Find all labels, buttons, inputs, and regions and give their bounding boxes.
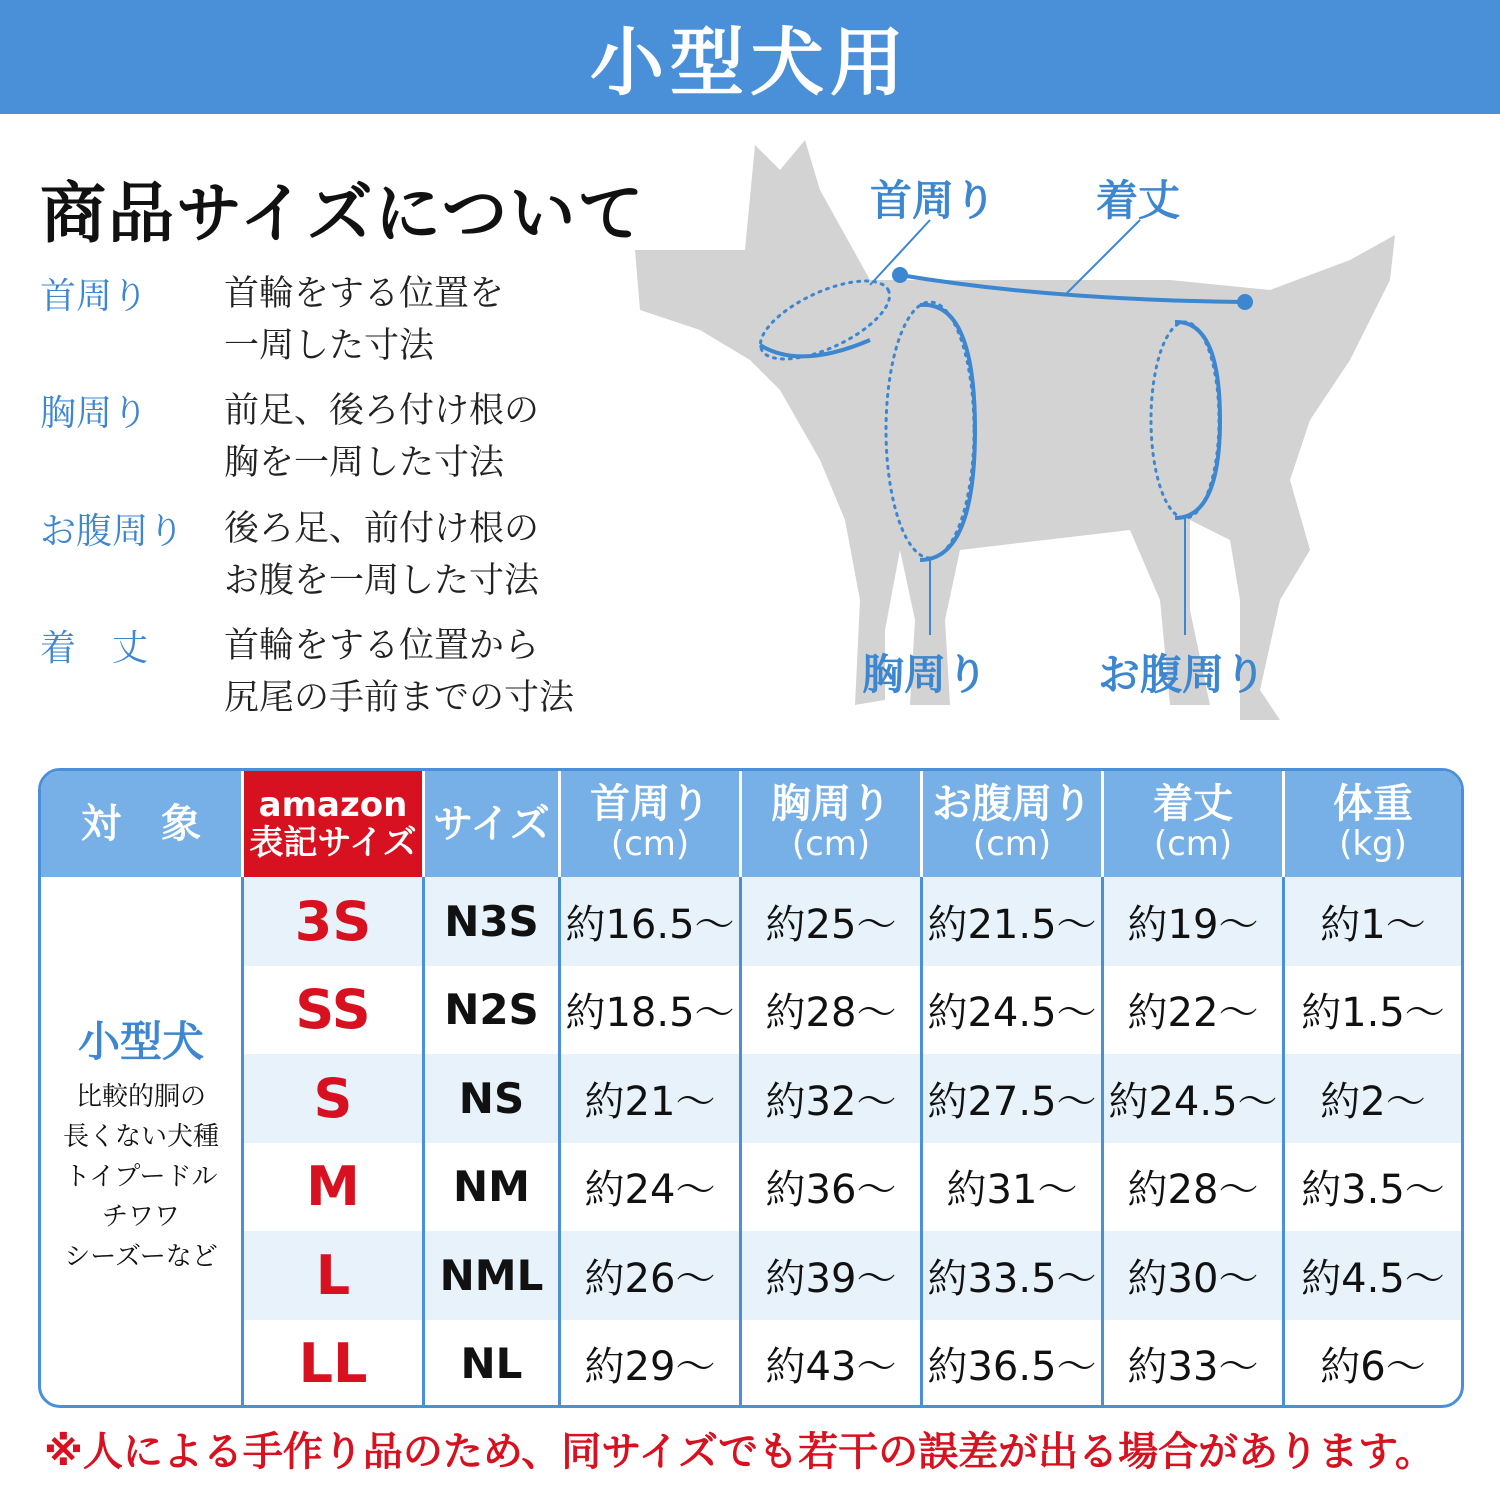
size-table <box>38 768 1464 1408</box>
belly-cell: 約21.5～ <box>923 877 1104 966</box>
neck-cell: 約26～ <box>561 1231 742 1320</box>
table-row <box>244 966 1461 1055</box>
target-line: チワワ <box>101 1201 180 1232</box>
header-belly-unit: (cm) <box>972 824 1052 864</box>
definition-line: 一周した寸法 <box>224 326 435 366</box>
neck-cell: 約18.5～ <box>561 966 742 1055</box>
length-cell: 約33～ <box>1104 1320 1285 1409</box>
belly-cell: 約33.5～ <box>923 1231 1104 1320</box>
definition-line: 首輪をする位置を <box>224 274 505 314</box>
belly-cell: 約24.5～ <box>923 966 1104 1055</box>
chest-label: 胸周り <box>862 650 989 699</box>
header-neck <box>561 771 742 877</box>
header-size <box>425 771 561 877</box>
size-code-cell: NS <box>425 1054 561 1143</box>
table-row <box>244 1231 1461 1320</box>
target-cell <box>41 877 244 1408</box>
size-code-cell: NL <box>425 1320 561 1409</box>
weight-cell: 約1.5～ <box>1301 990 1445 1037</box>
chest-cell: 約25～ <box>742 877 923 966</box>
length-start-dot <box>892 267 908 283</box>
definition-line: 前足、後ろ付け根の <box>224 391 540 431</box>
chest-cell: 約39～ <box>742 1231 923 1320</box>
header-chest-unit: (cm) <box>791 824 871 864</box>
size-code-cell: N3S <box>425 877 561 966</box>
table-row <box>244 877 1461 966</box>
chest-cell: 約32～ <box>742 1054 923 1143</box>
definition-description <box>224 503 684 607</box>
length-cell: 約28～ <box>1104 1143 1285 1232</box>
header-target <box>41 771 244 877</box>
header-chest-label: 胸周り <box>771 781 891 827</box>
header-weight-unit: (kg) <box>1339 824 1407 864</box>
footnote: ※人による手作り品のため、同サイズでも若干の誤差が出る場合があります。 <box>44 1429 1435 1475</box>
chest-cell: 約36～ <box>742 1143 923 1232</box>
header-length-unit: (cm) <box>1153 824 1233 864</box>
definition-description <box>224 620 684 724</box>
definition-term: 着 丈 <box>40 628 149 669</box>
header-neck-unit: (cm) <box>610 824 690 864</box>
amazon-size-cell: S <box>244 1054 425 1143</box>
table-row <box>244 1054 1461 1143</box>
weight-cell: 約4.5～ <box>1301 1255 1445 1302</box>
table-header <box>41 771 1461 877</box>
definition-line: 後ろ足、前付け根の <box>224 509 540 549</box>
weight-cell: 約1～ <box>1320 901 1426 948</box>
section-title: 商品サイズについて <box>40 175 646 252</box>
definition-line: 首輪をする位置から <box>224 626 540 666</box>
definition-term: 首周り <box>40 276 149 317</box>
belly-cell: 約36.5～ <box>923 1320 1104 1409</box>
page-banner <box>0 0 1500 114</box>
length-label: 着丈 <box>1096 176 1181 225</box>
length-cell: 約22～ <box>1104 966 1285 1055</box>
header-belly-label: お腹周り <box>932 781 1092 827</box>
definition-line: 胸を一周した寸法 <box>224 443 505 483</box>
chest-cell: 約28～ <box>742 966 923 1055</box>
dog-measurement-diagram <box>630 130 1490 750</box>
dog-silhouette <box>635 140 1395 720</box>
banner-title: 小型犬用 <box>590 20 910 106</box>
belly-label: お腹周り <box>1098 650 1267 699</box>
target-line: 長くない犬種 <box>62 1121 219 1152</box>
size-code-cell: NML <box>425 1231 561 1320</box>
amazon-size-cell: SS <box>244 966 425 1055</box>
belly-cell: 約27.5～ <box>923 1054 1104 1143</box>
header-weight-label: 体重 <box>1333 781 1413 827</box>
definition-description <box>224 268 684 372</box>
definition-term: 胸周り <box>40 393 149 434</box>
header-length-label: 着丈 <box>1153 781 1233 827</box>
weight-cell: 約3.5～ <box>1301 1167 1445 1214</box>
header-belly <box>923 771 1104 877</box>
target-line: シーズーなど <box>64 1241 218 1272</box>
length-cell: 約30～ <box>1104 1231 1285 1320</box>
header-length <box>1104 771 1285 877</box>
neck-cell: 約16.5～ <box>561 877 742 966</box>
amazon-size-cell: L <box>244 1231 425 1320</box>
table-row <box>244 1320 1461 1409</box>
amazon-size-cell: 3S <box>244 877 425 966</box>
header-size-label: サイズ <box>433 801 550 847</box>
neck-cell: 約21～ <box>561 1054 742 1143</box>
amazon-size-cell: M <box>244 1143 425 1232</box>
header-target-label: 対 象 <box>81 801 201 847</box>
definition-line: お腹を一周した寸法 <box>224 561 540 601</box>
header-chest <box>742 771 923 877</box>
header-weight <box>1285 771 1461 877</box>
size-code-cell: NM <box>425 1143 561 1232</box>
length-end-dot <box>1237 294 1253 310</box>
definition-term: お腹周り <box>40 511 185 552</box>
neck-cell: 約29～ <box>561 1320 742 1409</box>
target-line: トイプードル <box>64 1161 218 1192</box>
neck-cell: 約24～ <box>561 1143 742 1232</box>
header-amazon-line: amazon <box>258 785 408 825</box>
definition-description <box>224 385 684 489</box>
length-cell: 約24.5～ <box>1104 1054 1285 1143</box>
target-main: 小型犬 <box>77 1016 204 1066</box>
dog-illustration <box>630 130 1490 750</box>
definition-line: 尻尾の手前までの寸法 <box>224 678 575 718</box>
length-cell: 約19～ <box>1104 877 1285 966</box>
table-row <box>244 1143 1461 1232</box>
weight-cell: 約6～ <box>1320 1344 1426 1391</box>
header-amazon-size <box>244 771 425 877</box>
target-line: 比較的胴の <box>75 1081 206 1112</box>
size-code-cell: N2S <box>425 966 561 1055</box>
header-neck-label: 首周り <box>590 781 710 827</box>
amazon-size-cell: LL <box>244 1320 425 1409</box>
header-amazon-line: 表記サイズ <box>249 823 417 863</box>
weight-cell: 約2～ <box>1320 1078 1426 1125</box>
chest-cell: 約43～ <box>742 1320 923 1409</box>
neck-label: 首周り <box>870 176 997 225</box>
belly-cell: 約31～ <box>923 1143 1104 1232</box>
